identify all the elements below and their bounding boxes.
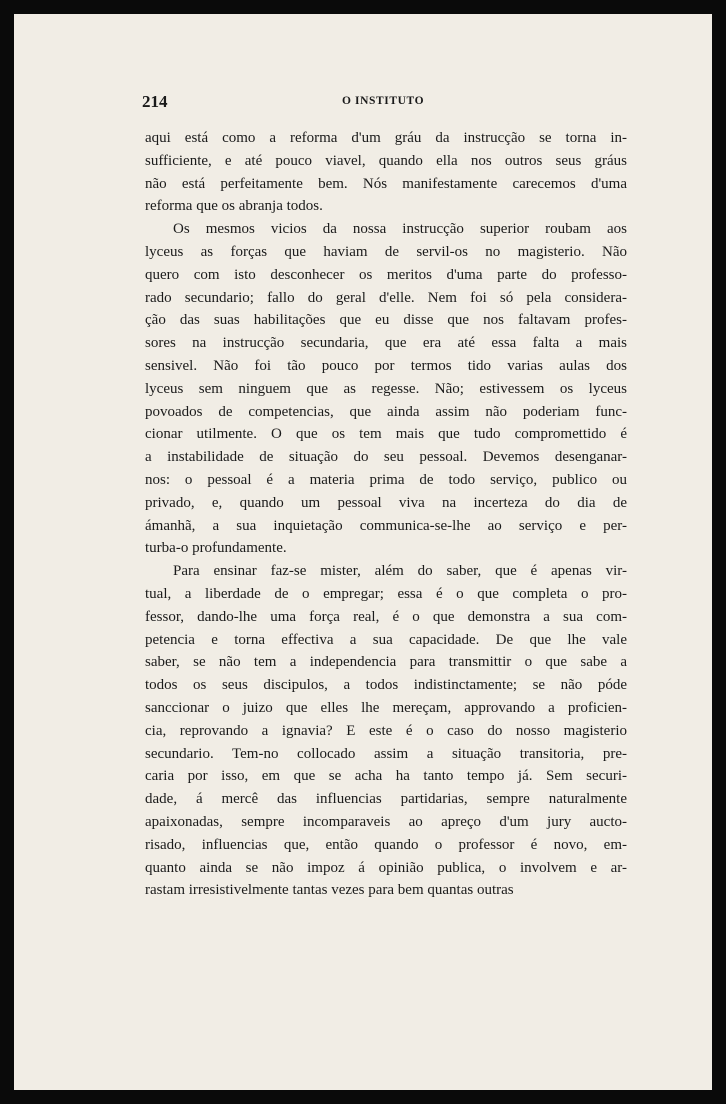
text-line: lyceus as forças que haviam de servil-os no magisterio. Não: [145, 243, 627, 260]
text-line: Para ensinar faz-se mister, além do saber, que é apenas vir-: [173, 563, 627, 580]
text-line: rado secundario; fallo do geral d'elle. Nem foi só pela considera-: [145, 289, 627, 306]
text-line: caria por isso, em que se acha ha tanto tempo já. Sem securi-: [145, 768, 627, 785]
text-line: não está perfeitamente bem. Nós manifestamente carecemos d'uma: [145, 175, 627, 192]
paragraph: [145, 218, 627, 560]
paragraph: [145, 127, 627, 218]
text-line: lyceus sem ninguem que as regesse. Não; estivessem os lyceus: [145, 380, 627, 397]
text-line: Os mesmos vicios da nossa instrucção superior roubam aos: [173, 221, 627, 238]
text-line: cionar utilmente. O que os tem mais que tudo compromettido é: [145, 426, 627, 443]
text-line: rastam irresistivelmente tantas vezes para bem quantas outras: [145, 882, 514, 899]
text-line: reforma que os abranja todos.: [145, 198, 323, 215]
text-line: sores na instrucção secundaria, que era até essa falta a mais: [145, 335, 627, 352]
text-line: ámanhã, a sua inquietação communica-se-lhe ao serviço e per-: [145, 517, 627, 534]
text-line: todos os seus discipulos, a todos indistinctamente; se não póde: [145, 677, 627, 694]
paragraph: [145, 560, 627, 902]
text-line: saber, se não tem a independencia para transmittir o que sabe a: [145, 654, 627, 671]
text-line: nos: o pessoal é a materia prima de todo serviço, publico ou: [145, 471, 627, 488]
text-line: risado, influencias que, então quando o professor é novo, em-: [145, 836, 627, 853]
page-number: 214: [142, 92, 168, 111]
text-line: petencia e torna effectiva a sua capacidade. De que lhe vale: [145, 631, 627, 648]
text-line: sensivel. Não foi tão pouco por termos tido varias aulas dos: [145, 357, 627, 374]
text-line: sufficiente, e até pouco viavel, quando ella nos outros seus gráus: [145, 152, 627, 169]
text-line: ção das suas habilitações que eu disse que nos faltavam profes-: [145, 312, 627, 329]
text-line: quero com isto desconhecer os meritos d'uma parte do professo-: [145, 266, 627, 283]
text-line: a instabilidade de situação do seu pessoal. Devemos desenganar-: [145, 449, 627, 466]
text-line: apaixonadas, sempre incomparaveis ao apreço d'um jury aucto-: [145, 813, 627, 830]
text-line: privado, e, quando um pessoal viva na incerteza do dia de: [145, 494, 627, 511]
text-line: dade, á mercê das influencias partidarias, sempre naturalmente: [145, 791, 627, 808]
page-header: [142, 92, 582, 110]
text-line: aqui está como a reforma d'um gráu da instrucção se torna in-: [145, 130, 627, 146]
text-line: secundario. Tem-no collocado assim a situação transitoria, pre-: [145, 745, 627, 762]
text-line: turba-o profundamente.: [145, 540, 287, 557]
text-line: tual, a liberdade de o empregar; essa é o que completa o pro-: [145, 585, 627, 602]
text-line: cia, reprovando a ignavia? E este é o caso do nosso magisterio: [145, 722, 627, 739]
running-title: O INSTITUTO: [342, 95, 425, 107]
text-line: fessor, dando-lhe uma força real, é o que demonstra a sua com-: [145, 608, 627, 625]
body-text: [145, 127, 627, 902]
text-line: quanto ainda se não impoz á opinião publica, o involvem e ar-: [145, 859, 627, 876]
text-line: povoados de competencias, que ainda assim não poderiam func-: [145, 403, 627, 420]
text-line: sanccionar o juizo que elles lhe mereçam, approvando a proficien-: [145, 699, 627, 716]
